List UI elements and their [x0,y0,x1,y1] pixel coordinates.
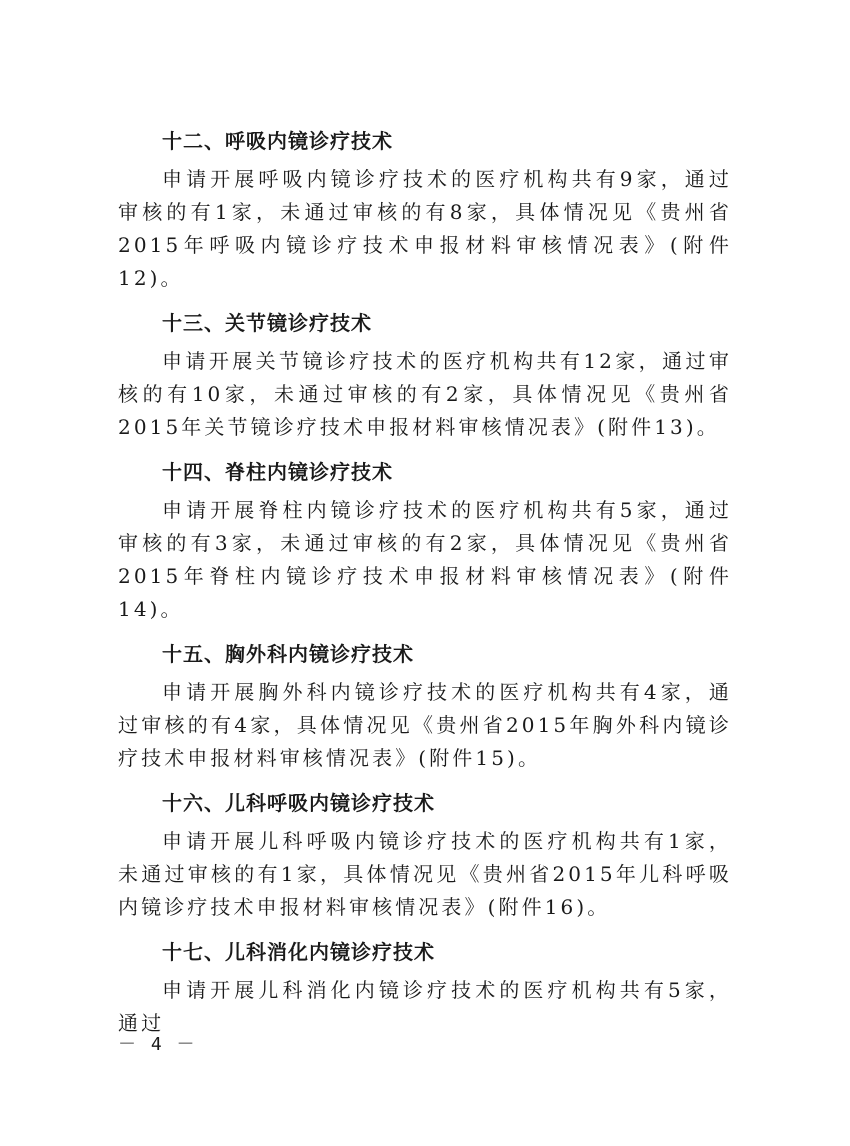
section-heading: 十二、呼吸内镜诊疗技术 [162,129,393,153]
section-body: 申请开展关节镜诊疗技术的医疗机构共有12家，通过审核的有10家，未通过审核的有2家，具体情况见《贵州省2015年关节镜诊疗技术申报材料审核情况表》(附件13)。 [118,349,732,439]
section-15 [118,636,732,775]
page-number: － 4 － [118,1034,197,1055]
section-heading: 十七、儿科消化内镜诊疗技术 [162,940,435,964]
section-heading: 十四、脊柱内镜诊疗技术 [162,460,393,484]
section-body: 申请开展呼吸内镜诊疗技术的医疗机构共有9家，通过审核的有1家，未通过审核的有8家，具体情况见《贵州省2015年呼吸内镜诊疗技术申报材料审核情况表》(附件12)。 [118,167,732,290]
section-heading: 十五、胸外科内镜诊疗技术 [162,642,414,666]
section-13 [118,305,732,444]
section-16 [118,785,732,924]
document-page [118,123,732,1050]
section-heading: 十三、关节镜诊疗技术 [162,311,372,335]
section-body: 申请开展胸外科内镜诊疗技术的医疗机构共有4家，通过审核的有4家，具体情况见《贵州省2015年胸外科内镜诊疗技术申报材料审核情况表》(附件15)。 [118,680,732,770]
section-12 [118,123,732,295]
section-body: 申请开展脊柱内镜诊疗技术的医疗机构共有5家，通过审核的有3家，未通过审核的有2家，具体情况见《贵州省2015年脊柱内镜诊疗技术申报材料审核情况表》(附件14)。 [118,498,732,621]
section-14 [118,454,732,626]
section-17 [118,934,732,1040]
section-body: 申请开展儿科呼吸内镜诊疗技术的医疗机构共有1家，未通过审核的有1家，具体情况见《贵州省2015年儿科呼吸内镜诊疗技术申报材料审核情况表》(附件16)。 [118,829,732,919]
section-body: 申请开展儿科消化内镜诊疗技术的医疗机构共有5家，通过 [118,978,732,1035]
section-heading: 十六、儿科呼吸内镜诊疗技术 [162,791,435,815]
